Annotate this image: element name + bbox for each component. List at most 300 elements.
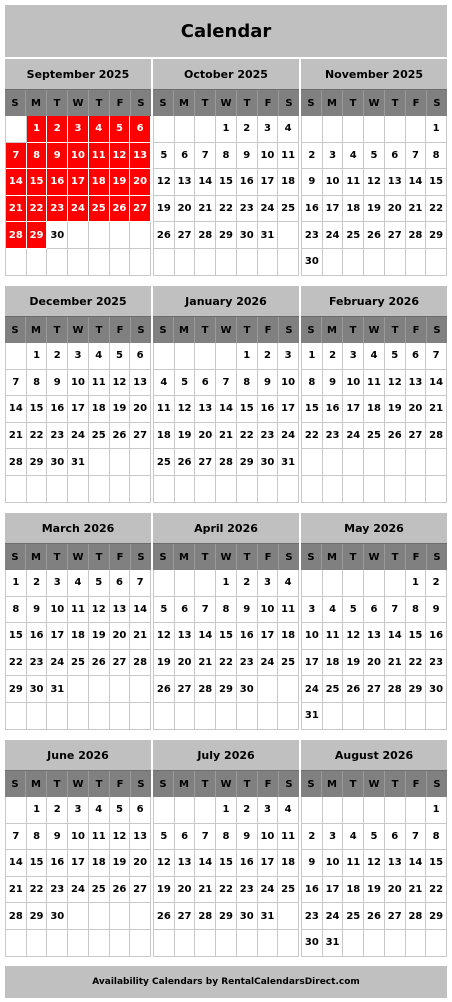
day-cell[interactable]: 15 <box>426 850 447 877</box>
day-cell[interactable]: 1 <box>27 797 48 824</box>
day-cell[interactable]: 1 <box>216 797 237 824</box>
day-cell[interactable]: 24 <box>258 877 279 904</box>
day-cell[interactable]: 10 <box>278 370 299 397</box>
day-cell[interactable]: 25 <box>343 903 364 930</box>
day-cell-booked[interactable]: 5 <box>110 116 131 143</box>
day-cell[interactable]: 20 <box>175 196 196 223</box>
day-cell[interactable]: 24 <box>302 676 323 703</box>
day-cell[interactable]: 23 <box>258 423 279 450</box>
day-cell[interactable]: 19 <box>154 650 175 677</box>
day-cell[interactable]: 3 <box>343 343 364 370</box>
day-cell[interactable]: 10 <box>47 597 68 624</box>
day-cell-booked[interactable]: 20 <box>130 169 151 196</box>
day-cell[interactable]: 6 <box>175 597 196 624</box>
day-cell[interactable]: 30 <box>302 930 323 957</box>
day-cell[interactable]: 2 <box>258 343 279 370</box>
day-cell[interactable]: 6 <box>175 143 196 170</box>
day-cell[interactable]: 18 <box>343 877 364 904</box>
day-cell[interactable]: 23 <box>237 196 258 223</box>
day-cell[interactable]: 25 <box>278 877 299 904</box>
day-cell[interactable]: 26 <box>343 676 364 703</box>
day-cell[interactable]: 3 <box>68 343 89 370</box>
day-cell-booked[interactable]: 26 <box>110 196 131 223</box>
day-cell[interactable]: 26 <box>110 877 131 904</box>
day-cell[interactable]: 26 <box>175 449 196 476</box>
day-cell[interactable]: 5 <box>154 824 175 851</box>
day-cell[interactable]: 19 <box>89 623 110 650</box>
day-cell[interactable]: 21 <box>406 196 427 223</box>
day-cell[interactable]: 23 <box>302 903 323 930</box>
day-cell-booked[interactable]: 10 <box>68 143 89 170</box>
day-cell[interactable]: 22 <box>216 877 237 904</box>
day-cell[interactable]: 18 <box>364 396 385 423</box>
day-cell[interactable]: 20 <box>195 423 216 450</box>
day-cell[interactable]: 13 <box>195 396 216 423</box>
day-cell[interactable]: 8 <box>426 824 447 851</box>
day-cell-booked[interactable]: 29 <box>27 222 48 249</box>
day-cell[interactable]: 29 <box>27 449 48 476</box>
day-cell[interactable]: 21 <box>426 396 447 423</box>
day-cell[interactable]: 5 <box>364 824 385 851</box>
day-cell[interactable]: 6 <box>406 343 427 370</box>
day-cell[interactable]: 31 <box>258 222 279 249</box>
day-cell[interactable]: 7 <box>406 143 427 170</box>
day-cell[interactable]: 13 <box>385 850 406 877</box>
day-cell[interactable]: 22 <box>216 650 237 677</box>
day-cell[interactable]: 10 <box>258 824 279 851</box>
day-cell[interactable]: 22 <box>426 877 447 904</box>
day-cell[interactable]: 26 <box>89 650 110 677</box>
day-cell[interactable]: 4 <box>278 116 299 143</box>
day-cell[interactable]: 12 <box>175 396 196 423</box>
day-cell[interactable]: 3 <box>47 570 68 597</box>
day-cell[interactable]: 23 <box>27 650 48 677</box>
day-cell[interactable]: 20 <box>130 850 151 877</box>
day-cell[interactable]: 30 <box>237 222 258 249</box>
day-cell[interactable]: 7 <box>216 370 237 397</box>
day-cell-booked[interactable]: 19 <box>110 169 131 196</box>
day-cell[interactable]: 20 <box>385 877 406 904</box>
day-cell[interactable]: 13 <box>175 169 196 196</box>
day-cell[interactable]: 5 <box>110 797 131 824</box>
day-cell[interactable]: 12 <box>364 169 385 196</box>
day-cell[interactable]: 1 <box>237 343 258 370</box>
day-cell[interactable]: 31 <box>323 930 344 957</box>
day-cell[interactable]: 12 <box>89 597 110 624</box>
day-cell[interactable]: 17 <box>47 623 68 650</box>
day-cell[interactable]: 30 <box>258 449 279 476</box>
day-cell[interactable]: 9 <box>426 597 447 624</box>
day-cell[interactable]: 4 <box>89 797 110 824</box>
day-cell[interactable]: 24 <box>323 903 344 930</box>
day-cell[interactable]: 12 <box>364 850 385 877</box>
day-cell[interactable]: 16 <box>237 169 258 196</box>
day-cell[interactable]: 24 <box>47 650 68 677</box>
day-cell[interactable]: 19 <box>364 877 385 904</box>
day-cell-booked[interactable]: 15 <box>27 169 48 196</box>
day-cell[interactable]: 16 <box>302 877 323 904</box>
day-cell[interactable]: 23 <box>302 222 323 249</box>
day-cell[interactable]: 6 <box>130 343 151 370</box>
day-cell[interactable]: 26 <box>154 903 175 930</box>
day-cell[interactable]: 5 <box>343 597 364 624</box>
day-cell[interactable]: 13 <box>385 169 406 196</box>
day-cell[interactable]: 13 <box>130 370 151 397</box>
day-cell[interactable]: 19 <box>175 423 196 450</box>
day-cell[interactable]: 11 <box>68 597 89 624</box>
day-cell[interactable]: 25 <box>89 877 110 904</box>
day-cell[interactable]: 9 <box>47 370 68 397</box>
day-cell[interactable]: 16 <box>47 396 68 423</box>
day-cell[interactable]: 17 <box>258 169 279 196</box>
day-cell[interactable]: 6 <box>385 824 406 851</box>
day-cell[interactable]: 16 <box>302 196 323 223</box>
day-cell[interactable]: 27 <box>175 222 196 249</box>
day-cell[interactable]: 4 <box>364 343 385 370</box>
day-cell[interactable]: 5 <box>154 597 175 624</box>
day-cell[interactable]: 17 <box>323 877 344 904</box>
day-cell[interactable]: 22 <box>27 423 48 450</box>
day-cell[interactable]: 29 <box>426 222 447 249</box>
day-cell[interactable]: 24 <box>68 423 89 450</box>
day-cell[interactable]: 2 <box>47 797 68 824</box>
day-cell[interactable]: 14 <box>406 850 427 877</box>
day-cell[interactable]: 18 <box>68 623 89 650</box>
day-cell[interactable]: 7 <box>426 343 447 370</box>
day-cell[interactable]: 28 <box>426 423 447 450</box>
day-cell[interactable]: 28 <box>385 676 406 703</box>
day-cell[interactable]: 28 <box>130 650 151 677</box>
day-cell[interactable]: 12 <box>154 169 175 196</box>
day-cell[interactable]: 27 <box>130 877 151 904</box>
day-cell-booked[interactable]: 12 <box>110 143 131 170</box>
day-cell[interactable]: 29 <box>216 903 237 930</box>
day-cell[interactable]: 24 <box>323 222 344 249</box>
day-cell[interactable]: 24 <box>258 650 279 677</box>
day-cell[interactable]: 11 <box>364 370 385 397</box>
day-cell[interactable]: 25 <box>278 650 299 677</box>
day-cell[interactable]: 6 <box>385 143 406 170</box>
day-cell[interactable]: 28 <box>6 449 27 476</box>
day-cell[interactable]: 17 <box>258 850 279 877</box>
day-cell[interactable]: 9 <box>47 824 68 851</box>
day-cell[interactable]: 10 <box>323 850 344 877</box>
day-cell[interactable]: 25 <box>278 196 299 223</box>
day-cell[interactable]: 15 <box>216 169 237 196</box>
day-cell[interactable]: 11 <box>323 623 344 650</box>
day-cell[interactable]: 17 <box>68 850 89 877</box>
day-cell[interactable]: 21 <box>406 877 427 904</box>
day-cell[interactable]: 29 <box>27 903 48 930</box>
day-cell[interactable]: 25 <box>364 423 385 450</box>
day-cell[interactable]: 23 <box>426 650 447 677</box>
day-cell[interactable]: 8 <box>216 143 237 170</box>
day-cell-booked[interactable]: 23 <box>47 196 68 223</box>
day-cell[interactable]: 4 <box>154 370 175 397</box>
day-cell[interactable]: 19 <box>343 650 364 677</box>
day-cell[interactable]: 29 <box>426 903 447 930</box>
day-cell[interactable]: 23 <box>323 423 344 450</box>
day-cell[interactable]: 16 <box>323 396 344 423</box>
day-cell[interactable]: 11 <box>343 169 364 196</box>
day-cell[interactable]: 26 <box>110 423 131 450</box>
day-cell[interactable]: 14 <box>195 623 216 650</box>
day-cell[interactable]: 4 <box>89 343 110 370</box>
day-cell[interactable]: 2 <box>302 143 323 170</box>
day-cell[interactable]: 14 <box>195 169 216 196</box>
day-cell[interactable]: 1 <box>27 343 48 370</box>
day-cell-booked[interactable]: 13 <box>130 143 151 170</box>
day-cell[interactable]: 7 <box>130 570 151 597</box>
day-cell[interactable]: 14 <box>426 370 447 397</box>
day-cell[interactable]: 18 <box>343 196 364 223</box>
day-cell[interactable]: 13 <box>175 850 196 877</box>
day-cell[interactable]: 31 <box>258 903 279 930</box>
day-cell[interactable]: 14 <box>385 623 406 650</box>
day-cell[interactable]: 9 <box>258 370 279 397</box>
day-cell[interactable]: 19 <box>154 196 175 223</box>
day-cell-booked[interactable]: 16 <box>47 169 68 196</box>
day-cell[interactable]: 27 <box>406 423 427 450</box>
day-cell[interactable]: 22 <box>237 423 258 450</box>
day-cell[interactable]: 5 <box>89 570 110 597</box>
day-cell[interactable]: 18 <box>278 623 299 650</box>
day-cell[interactable]: 5 <box>385 343 406 370</box>
day-cell[interactable]: 13 <box>175 623 196 650</box>
day-cell[interactable]: 14 <box>6 850 27 877</box>
day-cell-booked[interactable]: 25 <box>89 196 110 223</box>
day-cell[interactable]: 2 <box>237 797 258 824</box>
day-cell[interactable]: 14 <box>6 396 27 423</box>
day-cell[interactable]: 15 <box>6 623 27 650</box>
day-cell[interactable]: 19 <box>110 850 131 877</box>
day-cell[interactable]: 26 <box>364 903 385 930</box>
day-cell[interactable]: 10 <box>343 370 364 397</box>
day-cell[interactable]: 1 <box>216 116 237 143</box>
day-cell[interactable]: 4 <box>323 597 344 624</box>
day-cell-booked[interactable]: 2 <box>47 116 68 143</box>
day-cell-booked[interactable]: 24 <box>68 196 89 223</box>
day-cell[interactable]: 30 <box>302 249 323 276</box>
day-cell[interactable]: 14 <box>216 396 237 423</box>
day-cell[interactable]: 4 <box>343 143 364 170</box>
day-cell[interactable]: 8 <box>27 370 48 397</box>
day-cell-booked[interactable]: 1 <box>27 116 48 143</box>
day-cell[interactable]: 18 <box>323 650 344 677</box>
day-cell-booked[interactable]: 27 <box>130 196 151 223</box>
day-cell[interactable]: 1 <box>302 343 323 370</box>
day-cell[interactable]: 25 <box>68 650 89 677</box>
day-cell[interactable]: 27 <box>110 650 131 677</box>
day-cell[interactable]: 10 <box>68 370 89 397</box>
day-cell[interactable]: 9 <box>237 824 258 851</box>
day-cell-booked[interactable]: 8 <box>27 143 48 170</box>
day-cell[interactable]: 22 <box>6 650 27 677</box>
day-cell[interactable]: 9 <box>302 169 323 196</box>
day-cell[interactable]: 19 <box>154 877 175 904</box>
day-cell[interactable]: 20 <box>385 196 406 223</box>
day-cell[interactable]: 25 <box>343 222 364 249</box>
day-cell[interactable]: 28 <box>195 903 216 930</box>
day-cell[interactable]: 3 <box>302 597 323 624</box>
day-cell[interactable]: 22 <box>406 650 427 677</box>
day-cell[interactable]: 8 <box>216 824 237 851</box>
day-cell[interactable]: 29 <box>237 449 258 476</box>
day-cell[interactable]: 1 <box>6 570 27 597</box>
day-cell[interactable]: 20 <box>364 650 385 677</box>
day-cell[interactable]: 26 <box>154 676 175 703</box>
day-cell[interactable]: 25 <box>323 676 344 703</box>
day-cell[interactable]: 3 <box>323 824 344 851</box>
day-cell-booked[interactable]: 21 <box>6 196 27 223</box>
day-cell[interactable]: 10 <box>323 169 344 196</box>
day-cell[interactable]: 1 <box>216 570 237 597</box>
day-cell[interactable]: 6 <box>195 370 216 397</box>
day-cell[interactable]: 15 <box>302 396 323 423</box>
day-cell-booked[interactable]: 11 <box>89 143 110 170</box>
day-cell[interactable]: 1 <box>426 116 447 143</box>
day-cell[interactable]: 31 <box>47 676 68 703</box>
day-cell[interactable]: 16 <box>47 850 68 877</box>
day-cell[interactable]: 3 <box>258 570 279 597</box>
day-cell[interactable]: 6 <box>364 597 385 624</box>
day-cell[interactable]: 28 <box>6 903 27 930</box>
day-cell[interactable]: 10 <box>258 597 279 624</box>
day-cell[interactable]: 21 <box>195 196 216 223</box>
day-cell[interactable]: 13 <box>110 597 131 624</box>
day-cell[interactable]: 5 <box>110 343 131 370</box>
day-cell[interactable]: 7 <box>385 597 406 624</box>
day-cell[interactable]: 4 <box>278 570 299 597</box>
day-cell[interactable]: 19 <box>385 396 406 423</box>
day-cell[interactable]: 28 <box>406 903 427 930</box>
day-cell[interactable]: 15 <box>237 396 258 423</box>
day-cell[interactable]: 11 <box>278 824 299 851</box>
day-cell-booked[interactable]: 3 <box>68 116 89 143</box>
day-cell[interactable]: 1 <box>426 797 447 824</box>
day-cell[interactable]: 28 <box>216 449 237 476</box>
day-cell[interactable]: 17 <box>278 396 299 423</box>
day-cell[interactable]: 18 <box>154 423 175 450</box>
day-cell[interactable]: 3 <box>258 797 279 824</box>
day-cell[interactable]: 29 <box>216 676 237 703</box>
day-cell[interactable]: 11 <box>154 396 175 423</box>
day-cell[interactable]: 10 <box>302 623 323 650</box>
day-cell[interactable]: 30 <box>237 903 258 930</box>
day-cell[interactable]: 22 <box>302 423 323 450</box>
day-cell[interactable]: 12 <box>385 370 406 397</box>
day-cell[interactable]: 15 <box>406 623 427 650</box>
day-cell-booked[interactable]: 7 <box>6 143 27 170</box>
day-cell[interactable]: 28 <box>195 222 216 249</box>
day-cell[interactable]: 21 <box>6 423 27 450</box>
day-cell[interactable]: 6 <box>175 824 196 851</box>
day-cell[interactable]: 25 <box>154 449 175 476</box>
day-cell[interactable]: 25 <box>89 423 110 450</box>
day-cell[interactable]: 31 <box>278 449 299 476</box>
day-cell[interactable]: 14 <box>130 597 151 624</box>
day-cell-booked[interactable]: 14 <box>6 169 27 196</box>
day-cell[interactable]: 27 <box>195 449 216 476</box>
day-cell[interactable]: 7 <box>195 824 216 851</box>
day-cell[interactable]: 8 <box>302 370 323 397</box>
day-cell[interactable]: 20 <box>130 396 151 423</box>
day-cell[interactable]: 15 <box>426 169 447 196</box>
day-cell[interactable]: 2 <box>47 343 68 370</box>
day-cell[interactable]: 21 <box>195 877 216 904</box>
day-cell[interactable]: 21 <box>6 877 27 904</box>
day-cell[interactable]: 2 <box>323 343 344 370</box>
day-cell[interactable]: 5 <box>364 143 385 170</box>
day-cell[interactable]: 14 <box>406 169 427 196</box>
day-cell[interactable]: 16 <box>27 623 48 650</box>
day-cell[interactable]: 4 <box>68 570 89 597</box>
day-cell[interactable]: 8 <box>406 597 427 624</box>
day-cell-booked[interactable]: 9 <box>47 143 68 170</box>
day-cell[interactable]: 22 <box>426 196 447 223</box>
day-cell[interactable]: 13 <box>364 623 385 650</box>
day-cell-booked[interactable]: 17 <box>68 169 89 196</box>
day-cell[interactable]: 5 <box>154 143 175 170</box>
day-cell[interactable]: 23 <box>237 877 258 904</box>
day-cell-booked[interactable]: 22 <box>27 196 48 223</box>
day-cell[interactable]: 2 <box>302 824 323 851</box>
day-cell[interactable]: 27 <box>175 903 196 930</box>
day-cell[interactable]: 27 <box>130 423 151 450</box>
day-cell[interactable]: 12 <box>154 623 175 650</box>
day-cell[interactable]: 20 <box>175 650 196 677</box>
day-cell[interactable]: 9 <box>323 370 344 397</box>
day-cell[interactable]: 17 <box>323 196 344 223</box>
day-cell[interactable]: 7 <box>195 143 216 170</box>
day-cell[interactable]: 26 <box>364 222 385 249</box>
day-cell[interactable]: 19 <box>364 196 385 223</box>
day-cell[interactable]: 28 <box>195 676 216 703</box>
day-cell[interactable]: 12 <box>343 623 364 650</box>
day-cell[interactable]: 7 <box>6 370 27 397</box>
day-cell[interactable]: 12 <box>110 824 131 851</box>
day-cell[interactable]: 23 <box>237 650 258 677</box>
day-cell[interactable]: 4 <box>278 797 299 824</box>
day-cell[interactable]: 6 <box>110 570 131 597</box>
day-cell[interactable]: 14 <box>195 850 216 877</box>
day-cell[interactable]: 24 <box>278 423 299 450</box>
day-cell[interactable]: 2 <box>237 570 258 597</box>
day-cell[interactable]: 5 <box>175 370 196 397</box>
day-cell[interactable]: 18 <box>89 850 110 877</box>
day-cell[interactable]: 21 <box>385 650 406 677</box>
day-cell[interactable]: 17 <box>302 650 323 677</box>
day-cell[interactable]: 7 <box>6 824 27 851</box>
day-cell[interactable]: 9 <box>27 597 48 624</box>
day-cell[interactable]: 7 <box>406 824 427 851</box>
day-cell[interactable]: 15 <box>27 396 48 423</box>
day-cell[interactable]: 15 <box>27 850 48 877</box>
day-cell[interactable]: 30 <box>47 222 68 249</box>
day-cell-booked[interactable]: 6 <box>130 116 151 143</box>
day-cell[interactable]: 30 <box>237 676 258 703</box>
day-cell[interactable]: 31 <box>68 449 89 476</box>
day-cell[interactable]: 30 <box>27 676 48 703</box>
day-cell[interactable]: 9 <box>237 143 258 170</box>
day-cell-booked[interactable]: 4 <box>89 116 110 143</box>
day-cell[interactable]: 20 <box>110 623 131 650</box>
day-cell[interactable]: 3 <box>258 116 279 143</box>
day-cell[interactable]: 17 <box>68 396 89 423</box>
day-cell[interactable]: 20 <box>406 396 427 423</box>
day-cell[interactable]: 6 <box>130 797 151 824</box>
day-cell[interactable]: 22 <box>27 877 48 904</box>
